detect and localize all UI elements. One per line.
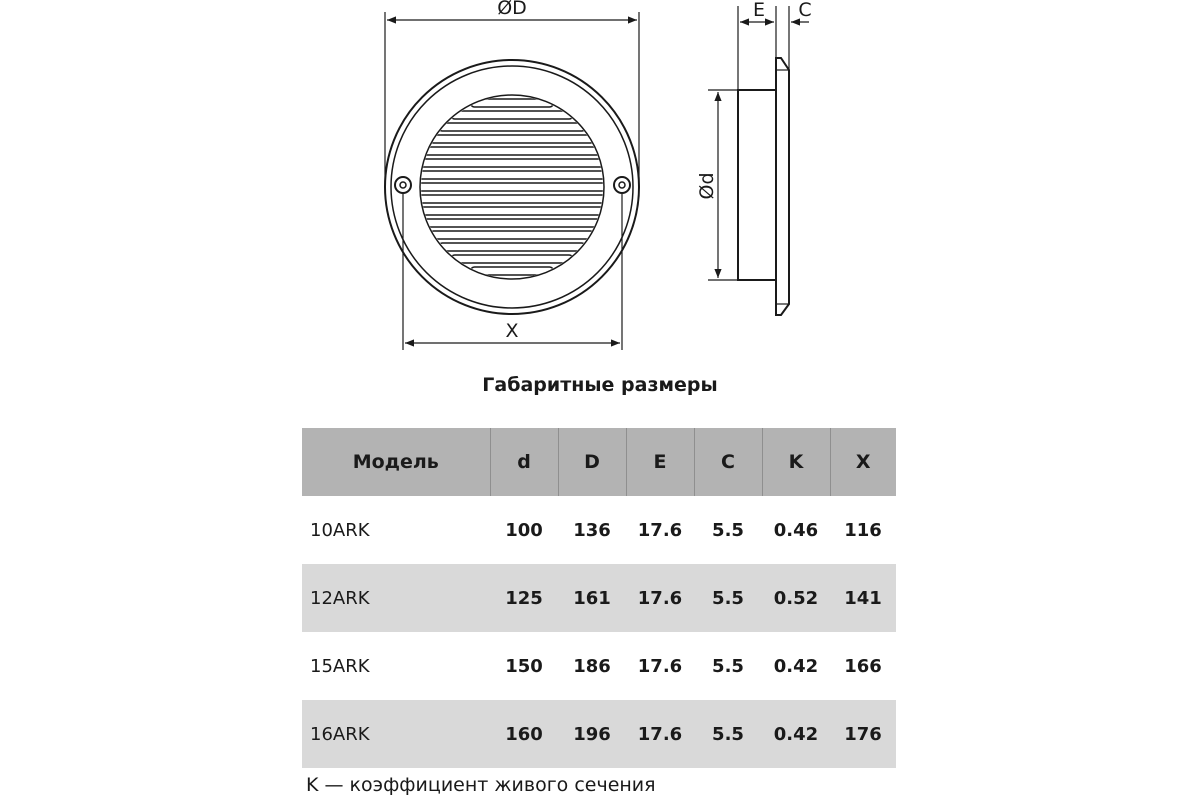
header-c: C: [694, 428, 762, 496]
cell-model: 10ARK: [310, 519, 370, 541]
grille-slat: [419, 159, 605, 167]
table-caption: Габаритные размеры: [482, 374, 718, 396]
flange-inner-ring: [391, 66, 633, 308]
grille-slat: [430, 135, 595, 143]
grille-slat: [423, 219, 600, 227]
outer-flange: [385, 60, 639, 314]
cell-model: 12ARK: [302, 564, 490, 632]
cell-x: 116: [844, 519, 882, 541]
cell-k: 0.52: [762, 564, 830, 632]
cell-d: 160: [490, 700, 558, 768]
cell-x: 166: [844, 655, 882, 677]
cell-big-d: 161: [558, 564, 626, 632]
header-big-d: D: [558, 428, 626, 496]
cell-e: 17.6: [637, 655, 683, 677]
footnote: K — коэффициент живого сечения: [306, 774, 656, 796]
cell-c: 5.5: [712, 519, 744, 541]
grille-slat: [416, 183, 608, 191]
label-outer-diameter: ØD: [497, 0, 527, 19]
cell-k: 0.42: [762, 700, 830, 768]
cell-k: 0.42: [773, 655, 819, 677]
label-depth-e: E: [752, 0, 766, 21]
grille-slat: [419, 207, 605, 215]
flange-profile: [776, 58, 789, 315]
grille-slat: [438, 243, 586, 251]
side-view: [738, 58, 789, 315]
cell-c: 5.5: [694, 564, 762, 632]
cell-d: 100: [505, 519, 543, 541]
cell-c: 5.5: [712, 655, 744, 677]
cell-x: 176: [830, 700, 896, 768]
label-flange-c: C: [798, 0, 812, 21]
mounting-hole-left: [395, 177, 411, 193]
table-header-row: [302, 428, 896, 496]
cell-d: 150: [505, 655, 543, 677]
front-view: [385, 60, 639, 314]
cell-d: 125: [490, 564, 558, 632]
label-hole-spacing: X: [505, 320, 519, 342]
cell-e: 17.6: [637, 519, 683, 541]
cell-big-d: 186: [573, 655, 611, 677]
table-row: [302, 564, 896, 632]
cell-k: 0.46: [773, 519, 819, 541]
cell-big-d: 136: [573, 519, 611, 541]
cell-e: 17.6: [626, 700, 694, 768]
grille-slat: [451, 255, 574, 263]
cell-e: 17.6: [626, 564, 694, 632]
table-row: [302, 700, 896, 768]
cell-model: 16ARK: [302, 700, 490, 768]
cell-big-d: 196: [558, 700, 626, 768]
header-e: E: [626, 428, 694, 496]
cell-x: 141: [830, 564, 896, 632]
grille-slat: [423, 147, 600, 155]
grille-slat: [417, 195, 607, 203]
grille-slat: [417, 171, 607, 179]
header-d: d: [490, 428, 558, 496]
cell-model: 15ARK: [310, 655, 370, 677]
header-k: K: [762, 428, 830, 496]
grille-slat: [430, 231, 595, 239]
table-row: [302, 496, 896, 564]
grille-slat: [451, 111, 574, 119]
label-inner-diameter: Ød: [696, 172, 718, 200]
header-model: Модель: [302, 428, 490, 496]
grille-slats: [416, 99, 608, 275]
header-x: X: [830, 428, 896, 496]
duct-spigot: [738, 90, 776, 280]
technical-drawing: [0, 0, 1200, 370]
cell-c: 5.5: [694, 700, 762, 768]
dimensions-table: [302, 428, 896, 768]
mounting-hole-right: [614, 177, 630, 193]
grille-slat: [438, 123, 586, 131]
table-row: [302, 632, 896, 700]
